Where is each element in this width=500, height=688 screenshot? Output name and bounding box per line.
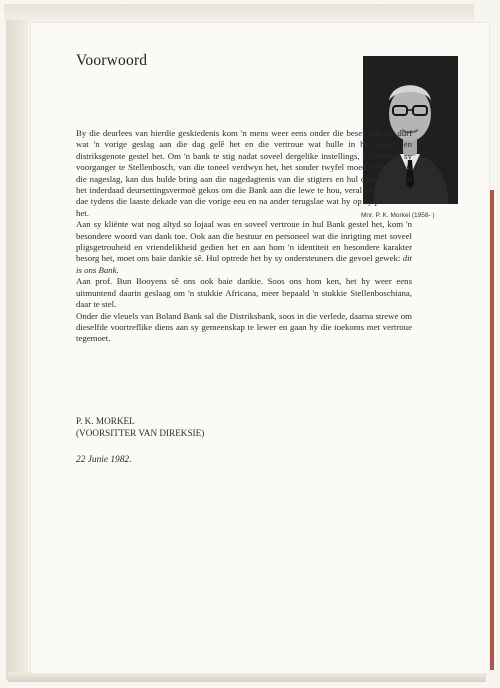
foreword-paragraph-3: Aan prof. Bun Booyens sê ons ook baie dankie. Soos ons hom ken, het hy weer eens uitmuntend daarin geslaag om 'n stukkie Africana, meer bepaald 'n stukkie Stellenboschiana, daar te stel. [76, 276, 412, 310]
portrait-caption: Mnr. P. K. Morkel (1958- ) [361, 212, 435, 219]
page-title: Voorwoord [76, 52, 148, 69]
foreword-body [76, 128, 412, 345]
signatory-name: P. K. MORKEL [76, 416, 135, 426]
foreword-paragraph-2 [76, 219, 412, 276]
foreword-paragraph-2-text: Aan sy kliënte wat nog altyd so lojaal was en soveel vertroue in hul Bank gestel het, kom 'n besondere woord van dank toe. Ook aan die bestuur en personeel wat die inrigting met soveel pligsgetrouheid en vriendelikheid gedien het en aan hom 'n identiteit en besondere karakter besorg het, moet ons baie dankie sê. Hul optrede het by sy ondersteuners die gevoel gewek: [76, 219, 412, 264]
foreword-paragraph-1: By die deurlees van hierdie geskiedenis kom 'n mens weer eens onder die besef van die durf wat 'n vorige geslag aan die dag gelê het en die vertroue wat hulle in hul dorps- en distriksgenote gestel het. Om 'n bank te stig nadat soveel dergelike instellings, insluitende sy voorganger te Stellenbosch, van die toneel verdwyn het, het sonder twyfel moed vereis. Ons, die nageslag, kan dus hulde bring aan die nagedagtenis van die stigters en hul opvolgers. Dit het inderdaad deursettingsvermoë gekos om die Bank aan die lewe te hou, veral in die donker dae tydens die laaste dekade van die vorige eeu en na ander terugslae wat hy op sy pad ervaar het. [76, 128, 412, 218]
book-edge-left [6, 20, 28, 680]
document-date: 22 Junie 1982. [76, 455, 132, 465]
foreword-paragraph-4: Onder die vleuels van Boland Bank sal die Distriksbank, soos in die verlede, daarna strewe om dieselfde voortreflike diens aan sy gemeenskap te lewer en gaan hy die toekoms met vertroue tegemoet. [76, 310, 412, 344]
signature-block [76, 415, 204, 439]
signatory-position: (VOORSITTER VAN DIREKSIE) [76, 428, 205, 438]
foreword-paragraph-2-emphasis: dit is ons Bank. [76, 253, 412, 275]
book-edge-top [4, 4, 474, 22]
